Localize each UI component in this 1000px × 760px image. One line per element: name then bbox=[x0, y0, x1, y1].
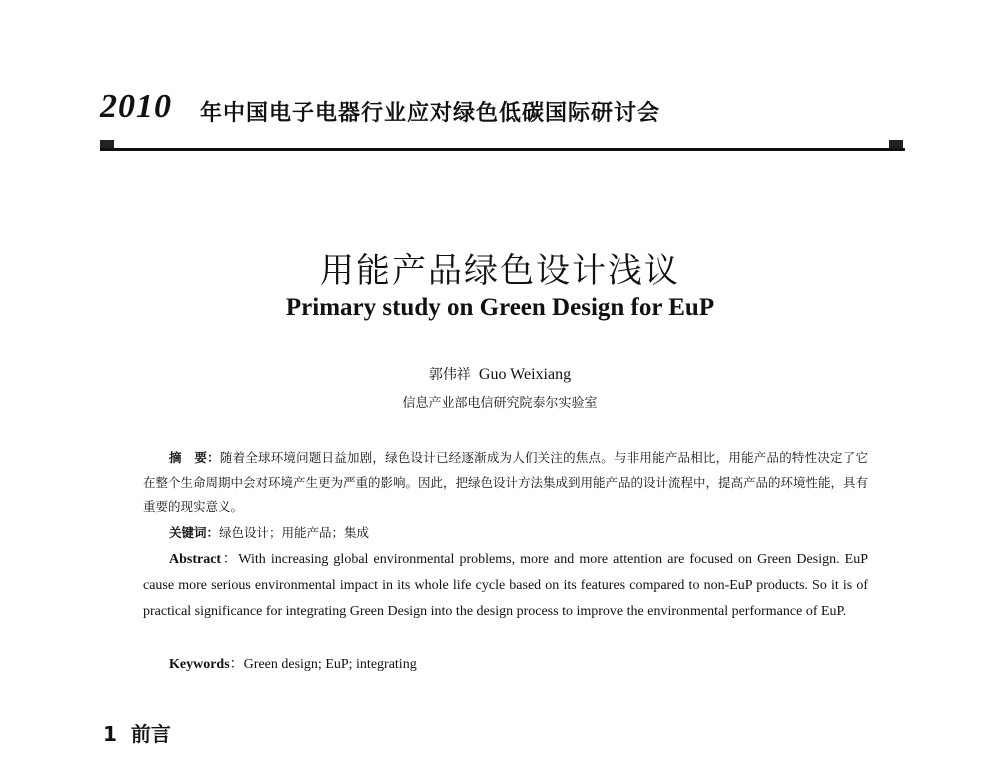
keywords-en-text: Green design; EuP; integrating bbox=[243, 657, 417, 672]
keywords-en-sep: ： bbox=[229, 657, 244, 672]
keywords-en-label: Keywords bbox=[169, 657, 230, 672]
author-name-en: Guo Weixiang bbox=[478, 366, 572, 383]
author-affiliation: 信息产业部电信研究院泰尔实验室 bbox=[402, 396, 598, 411]
abstract-en-sep: ： bbox=[221, 552, 239, 567]
section-number: 1 bbox=[103, 722, 117, 746]
abstract-cn bbox=[143, 446, 868, 520]
section-title: 前言 bbox=[130, 722, 171, 746]
conference-year: 2010 bbox=[100, 88, 172, 125]
keywords-cn bbox=[143, 521, 868, 546]
abstract-cn-label: 摘 要： bbox=[169, 450, 220, 465]
abstract-en-text: With increasing global environmental problems, more and more attention are focused on Green Design. EuP cause more serious environmental impact in its whole life cycle based on its features compared to non-EuP products. So it is of practical significance for integrating Green Design into the design process to improve the environmental performance of EuP. bbox=[143, 552, 869, 619]
header-rule bbox=[100, 148, 905, 151]
author-name-cn: 郭伟祥 bbox=[428, 367, 471, 383]
title-chinese: 用能产品绿色设计浅议 bbox=[320, 251, 680, 291]
abstract-cn-text: 随着全球环境问题日益加剧，绿色设计已经逐渐成为人们关注的焦点。与非用能产品相比，用能产品的特性决定了它在整个生命周期中会对环境产生更为严重的影响。因此，把绿色设计方法集成到用能产品的设计流程中，提高产品的环境性能，具有重要的现实意义。 bbox=[143, 450, 869, 514]
keywords-en bbox=[143, 652, 868, 678]
title-english: Primary study on Green Design for EuP bbox=[285, 294, 715, 321]
author bbox=[0, 364, 1000, 384]
abstract-en bbox=[143, 547, 868, 625]
keywords-cn-text: 绿色设计；用能产品；集成 bbox=[219, 525, 370, 540]
section-heading bbox=[103, 718, 171, 747]
abstract-en-label: Abstract bbox=[169, 552, 222, 567]
conference-title: 年中国电子电器行业应对绿色低碳国际研讨会 bbox=[200, 101, 661, 126]
conference-header bbox=[100, 88, 905, 158]
rule-mark-left bbox=[100, 140, 114, 148]
keywords-cn-label: 关键词： bbox=[169, 525, 220, 540]
rule-mark-right bbox=[889, 140, 903, 148]
